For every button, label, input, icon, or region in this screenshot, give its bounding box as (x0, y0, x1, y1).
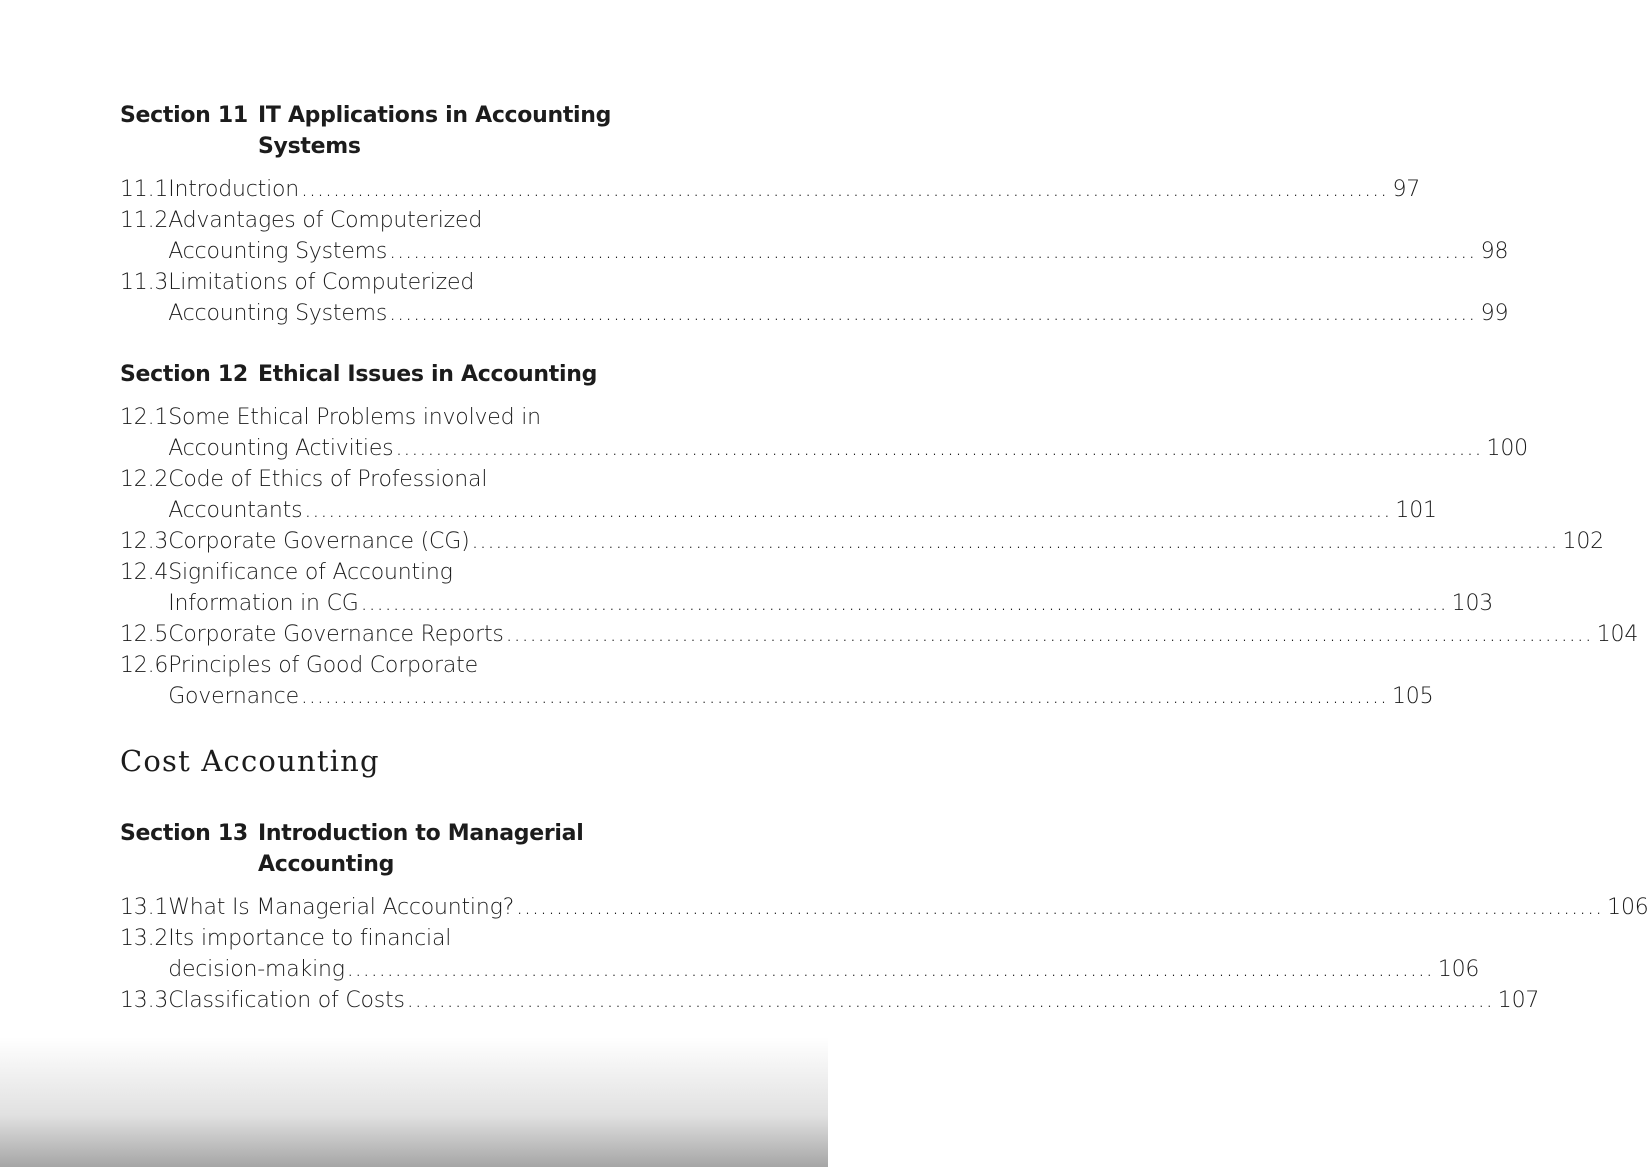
section-entries (120, 892, 1649, 1016)
entry-number: 12.3 (120, 529, 169, 554)
entry-title: Corporate Governance Reports (168, 622, 504, 647)
section-heading (120, 100, 704, 162)
entry-title: Its importance to financial (168, 926, 452, 951)
toc-entry[interactable] (120, 619, 1639, 650)
page-number: 103 (1451, 591, 1494, 616)
page-number: 98 (1480, 239, 1509, 264)
page-number: 100 (1486, 436, 1528, 461)
toc-entry[interactable] (120, 923, 1480, 985)
dot-leader (301, 174, 1388, 205)
dot-leader (516, 892, 1603, 923)
dot-leader (389, 298, 1476, 329)
dot-leader (304, 495, 1391, 526)
dot-leader (471, 526, 1558, 557)
dot-leader (506, 619, 1593, 650)
page-number: 101 (1395, 498, 1437, 523)
entry-number: 12.1 (120, 405, 169, 430)
entry-title: Limitations of Computerized (168, 270, 475, 295)
entry-title-continued: Information in CG (168, 591, 359, 616)
entry-title: Introduction (168, 177, 300, 202)
dot-leader (395, 433, 1482, 464)
entry-title: Principles of Good Corporate (168, 653, 478, 678)
entry-title-continued: Accounting Systems (168, 239, 388, 264)
table-of-contents (120, 100, 1649, 1016)
entry-title: Corporate Governance (CG) (168, 529, 470, 554)
section-title: Ethical Issues in Accounting (258, 362, 598, 387)
entry-title-continued: decision-making (168, 957, 345, 982)
dot-leader (301, 681, 1388, 712)
entry-title-continued: Accounting Activities (168, 436, 394, 461)
toc-entry[interactable] (120, 267, 1509, 329)
section-entries (120, 402, 1639, 712)
entry-title: Classification of Costs (168, 988, 405, 1013)
toc-entry[interactable] (120, 464, 1437, 526)
part-title: Cost Accounting (120, 744, 380, 778)
entry-title-continued: Accounting Systems (168, 301, 388, 326)
dot-leader (361, 588, 1448, 619)
page-number: 102 (1562, 529, 1604, 554)
entry-number: 11.3 (120, 270, 169, 295)
entry-number: 13.3 (120, 988, 169, 1013)
section-entries (120, 174, 1509, 329)
entry-number: 11.2 (120, 208, 169, 233)
toc-entry[interactable] (120, 174, 1421, 205)
entry-number: 13.2 (120, 926, 169, 951)
page-number: 107 (1497, 988, 1540, 1013)
entry-number: 11.1 (120, 177, 169, 202)
entry-title-continued: Governance (168, 684, 299, 709)
entry-title: Advantages of Computerized (168, 208, 483, 233)
toc-entry[interactable] (120, 985, 1540, 1016)
entry-title: Significance of Accounting (168, 560, 453, 585)
toc-entry[interactable] (120, 892, 1649, 923)
dot-leader (389, 236, 1476, 267)
section-label: Section 13 (120, 821, 248, 846)
entry-title: Code of Ethics of Professional (168, 467, 488, 492)
page-number: 99 (1480, 301, 1509, 326)
toc-entry[interactable] (120, 402, 1528, 464)
entry-title: What Is Managerial Accounting? (168, 895, 515, 920)
page-number: 105 (1392, 684, 1434, 709)
dot-leader (407, 985, 1494, 1016)
toc-entry[interactable] (120, 650, 1434, 712)
entry-number: 12.4 (120, 560, 169, 585)
entry-number: 13.1 (120, 895, 169, 920)
section-heading (120, 359, 704, 390)
entry-number: 12.5 (120, 622, 169, 647)
dot-leader (347, 954, 1434, 985)
entry-number: 12.6 (120, 653, 169, 678)
entry-title: Some Ethical Problems involved in (168, 405, 541, 430)
section-label: Section 11 (120, 103, 248, 128)
entry-title-continued: Accountants (168, 498, 303, 523)
toc-entry[interactable] (120, 526, 1604, 557)
section-heading (120, 818, 704, 880)
section-title: Introduction to Managerial Accounting (258, 821, 584, 877)
toc-entry[interactable] (120, 557, 1494, 619)
entry-number: 12.2 (120, 467, 169, 492)
page-number: 106 (1437, 957, 1480, 982)
page-number: 97 (1392, 177, 1421, 202)
toc-entry[interactable] (120, 205, 1509, 267)
page-number: 104 (1596, 622, 1639, 647)
page-bottom-shadow (0, 1037, 828, 1167)
section-title: IT Applications in Accounting Systems (258, 103, 612, 159)
page-number: 106 (1607, 895, 1649, 920)
section-label: Section 12 (120, 362, 248, 387)
